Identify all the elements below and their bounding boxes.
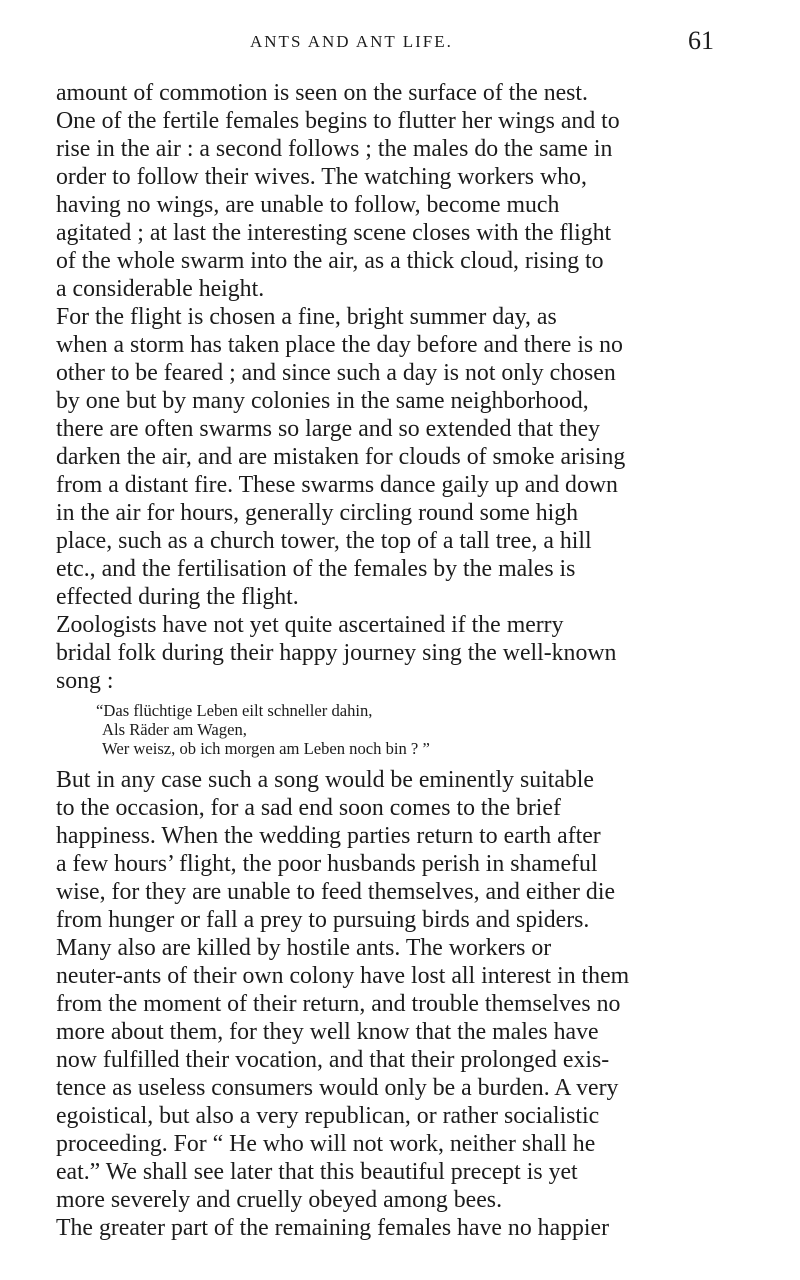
text-line: from hunger or fall a prey to pursuing birds and spiders.	[56, 907, 590, 933]
verse-line: “Das flüchtige Leben eilt schneller dahin,	[96, 701, 373, 720]
text-line: neuter-ants of their own colony have lost all interest in them	[56, 963, 630, 989]
text-line: One of the fertile females begins to flutter her wings and to	[56, 108, 620, 134]
paragraph-3	[56, 611, 746, 695]
text-line: effected during the flight.	[56, 584, 299, 610]
verse-line: Wer weisz, ob ich morgen am Leben noch bin ? ”	[102, 739, 430, 758]
text-line: a considerable height.	[56, 276, 265, 302]
text-line: having no wings, are unable to follow, become much	[56, 192, 560, 218]
text-line: other to be feared ; and since such a day is not only chosen	[56, 360, 616, 386]
page-number: 61	[688, 26, 714, 55]
verse-quotation	[56, 701, 746, 758]
paragraph-4	[56, 766, 746, 1242]
text-line: now fulfilled their vocation, and that their prolonged exis-	[56, 1047, 610, 1073]
text-line: For the flight is chosen a fine, bright summer day, as	[56, 304, 557, 330]
body-text	[56, 79, 746, 1242]
text-line: order to follow their wives. The watching workers who,	[56, 164, 587, 190]
text-line: proceeding. For “ He who will not work, neither shall he	[56, 1131, 596, 1157]
text-line: tence as useless consumers would only be a burden. A very	[56, 1075, 619, 1101]
text-line: more severely and cruelly obeyed among bees.	[56, 1187, 503, 1213]
text-line: a few hours’ flight, the poor husbands perish in shameful	[56, 851, 598, 877]
text-line: there are often swarms so large and so extended that they	[56, 416, 601, 442]
text-line: place, such as a church tower, the top of a tall tree, a hill	[56, 528, 592, 554]
text-line: eat.” We shall see later that this beautiful precept is yet	[56, 1159, 578, 1185]
text-line: amount of commotion is seen on the surface of the nest.	[56, 80, 588, 106]
text-line: The greater part of the remaining females have no happier	[56, 1215, 610, 1241]
text-line: rise in the air : a second follows ; the males do the same in	[56, 136, 613, 162]
paragraph-1	[56, 79, 746, 303]
text-line: bridal folk during their happy journey sing the well-known	[56, 640, 617, 666]
paragraph-2	[56, 303, 746, 611]
verse-line: Als Räder am Wagen,	[102, 720, 247, 739]
text-line: more about them, for they well know that the males have	[56, 1019, 599, 1045]
page-header	[150, 26, 720, 56]
text-line: Zoologists have not yet quite ascertained if the merry	[56, 612, 564, 638]
text-line: egoistical, but also a very republican, or rather socialistic	[56, 1103, 600, 1129]
text-line: from a distant fire. These swarms dance gaily up and down	[56, 472, 618, 498]
text-line: in the air for hours, generally circling round some high	[56, 500, 579, 526]
text-line: But in any case such a song would be eminently suitable	[56, 767, 594, 793]
text-line: song :	[56, 668, 114, 694]
text-line: to the occasion, for a sad end soon comes to the brief	[56, 795, 561, 821]
text-line: when a storm has taken place the day before and there is no	[56, 332, 623, 358]
text-line: happiness. When the wedding parties return to earth after	[56, 823, 601, 849]
text-line: Many also are killed by hostile ants. The workers or	[56, 935, 552, 961]
running-head: ANTS AND ANT LIFE.	[250, 32, 453, 51]
text-line: agitated ; at last the interesting scene closes with the flight	[56, 220, 612, 246]
text-line: by one but by many colonies in the same neighborhood,	[56, 388, 589, 414]
text-line: darken the air, and are mistaken for clouds of smoke arising	[56, 444, 626, 470]
text-line: etc., and the fertilisation of the females by the males is	[56, 556, 576, 582]
text-line: of the whole swarm into the air, as a thick cloud, rising to	[56, 248, 604, 274]
text-line: from the moment of their return, and trouble themselves no	[56, 991, 621, 1017]
text-line: wise, for they are unable to feed themselves, and either die	[56, 879, 616, 905]
